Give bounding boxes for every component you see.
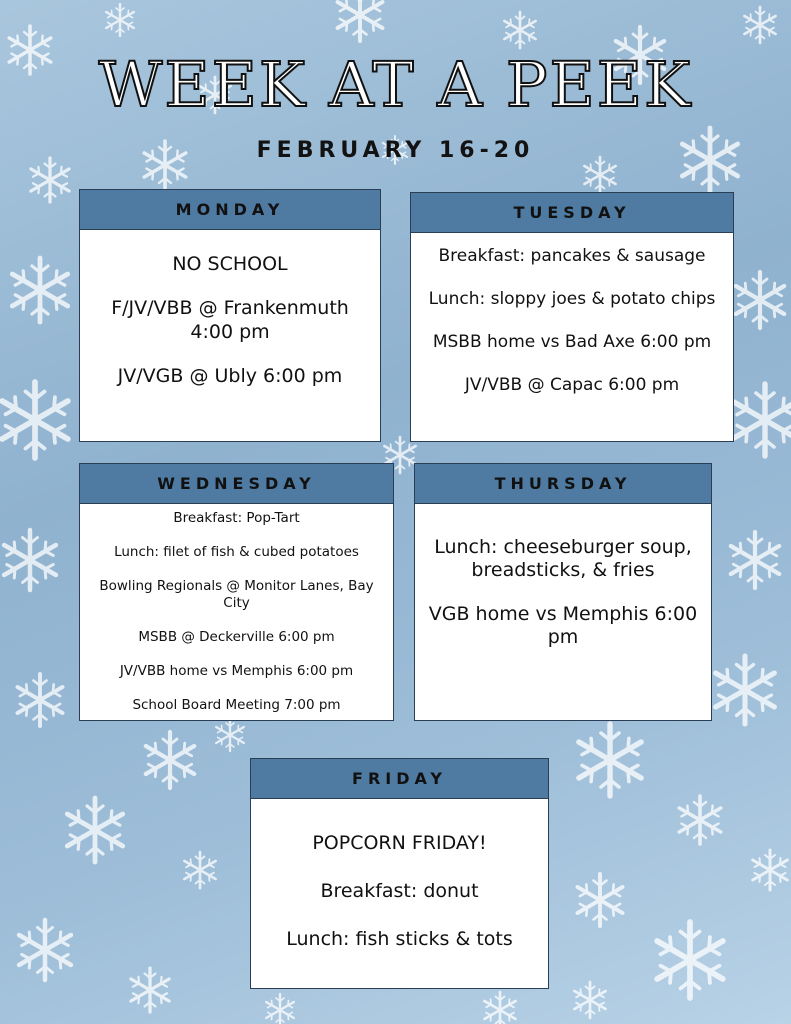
event-line: JV/VBB home vs Memphis 6:00 pm — [119, 663, 354, 679]
day-card-wednesday — [79, 463, 394, 721]
event-line: NO SCHOOL — [172, 253, 288, 275]
event-line: Breakfast: pancakes & sausage — [438, 246, 706, 266]
event-line: Lunch: cheeseburger soup, breadsticks, & fries — [434, 536, 692, 581]
day-events-monday — [80, 230, 380, 408]
event-line: Breakfast: Pop-Tart — [173, 510, 300, 526]
day-events-thursday — [415, 504, 711, 670]
day-events-friday — [251, 799, 548, 975]
day-header-tuesday: TUESDAY — [411, 193, 733, 233]
day-header-wednesday: WEDNESDAY — [80, 464, 393, 504]
day-card-monday — [79, 189, 381, 442]
event-line: School Board Meeting 7:00 pm — [132, 697, 341, 713]
event-line: Lunch: fish sticks & tots — [286, 928, 513, 950]
day-card-friday — [250, 758, 549, 989]
day-header-monday: MONDAY — [80, 190, 380, 230]
event-line: Lunch: sloppy joes & potato chips — [428, 289, 716, 309]
event-line: VGB home vs Memphis 6:00 pm — [428, 603, 698, 648]
page-title: WEEK AT A PEEK — [98, 48, 693, 121]
event-line: Bowling Regionals @ Monitor Lanes, Bay City — [99, 578, 374, 611]
day-events-wednesday — [80, 504, 393, 731]
day-header-friday: FRIDAY — [251, 759, 548, 799]
day-header-thursday: THURSDAY — [415, 464, 711, 504]
event-line: JV/VBB @ Capac 6:00 pm — [464, 375, 680, 395]
day-card-thursday — [414, 463, 712, 721]
event-line: F/JV/VBB @ Frankenmuth 4:00 pm — [111, 297, 349, 343]
event-line: MSBB @ Deckerville 6:00 pm — [138, 629, 335, 645]
day-events-tuesday — [411, 233, 733, 417]
date-range: FEBRUARY 16-20 — [256, 138, 535, 163]
event-line: JV/VGB @ Ubly 6:00 pm — [117, 365, 343, 387]
event-line: POPCORN FRIDAY! — [312, 832, 487, 854]
day-card-tuesday — [410, 192, 734, 442]
event-line: Breakfast: donut — [320, 880, 479, 902]
event-line: Lunch: filet of fish & cubed potatoes — [114, 544, 359, 560]
event-line: MSBB home vs Bad Axe 6:00 pm — [432, 332, 712, 352]
